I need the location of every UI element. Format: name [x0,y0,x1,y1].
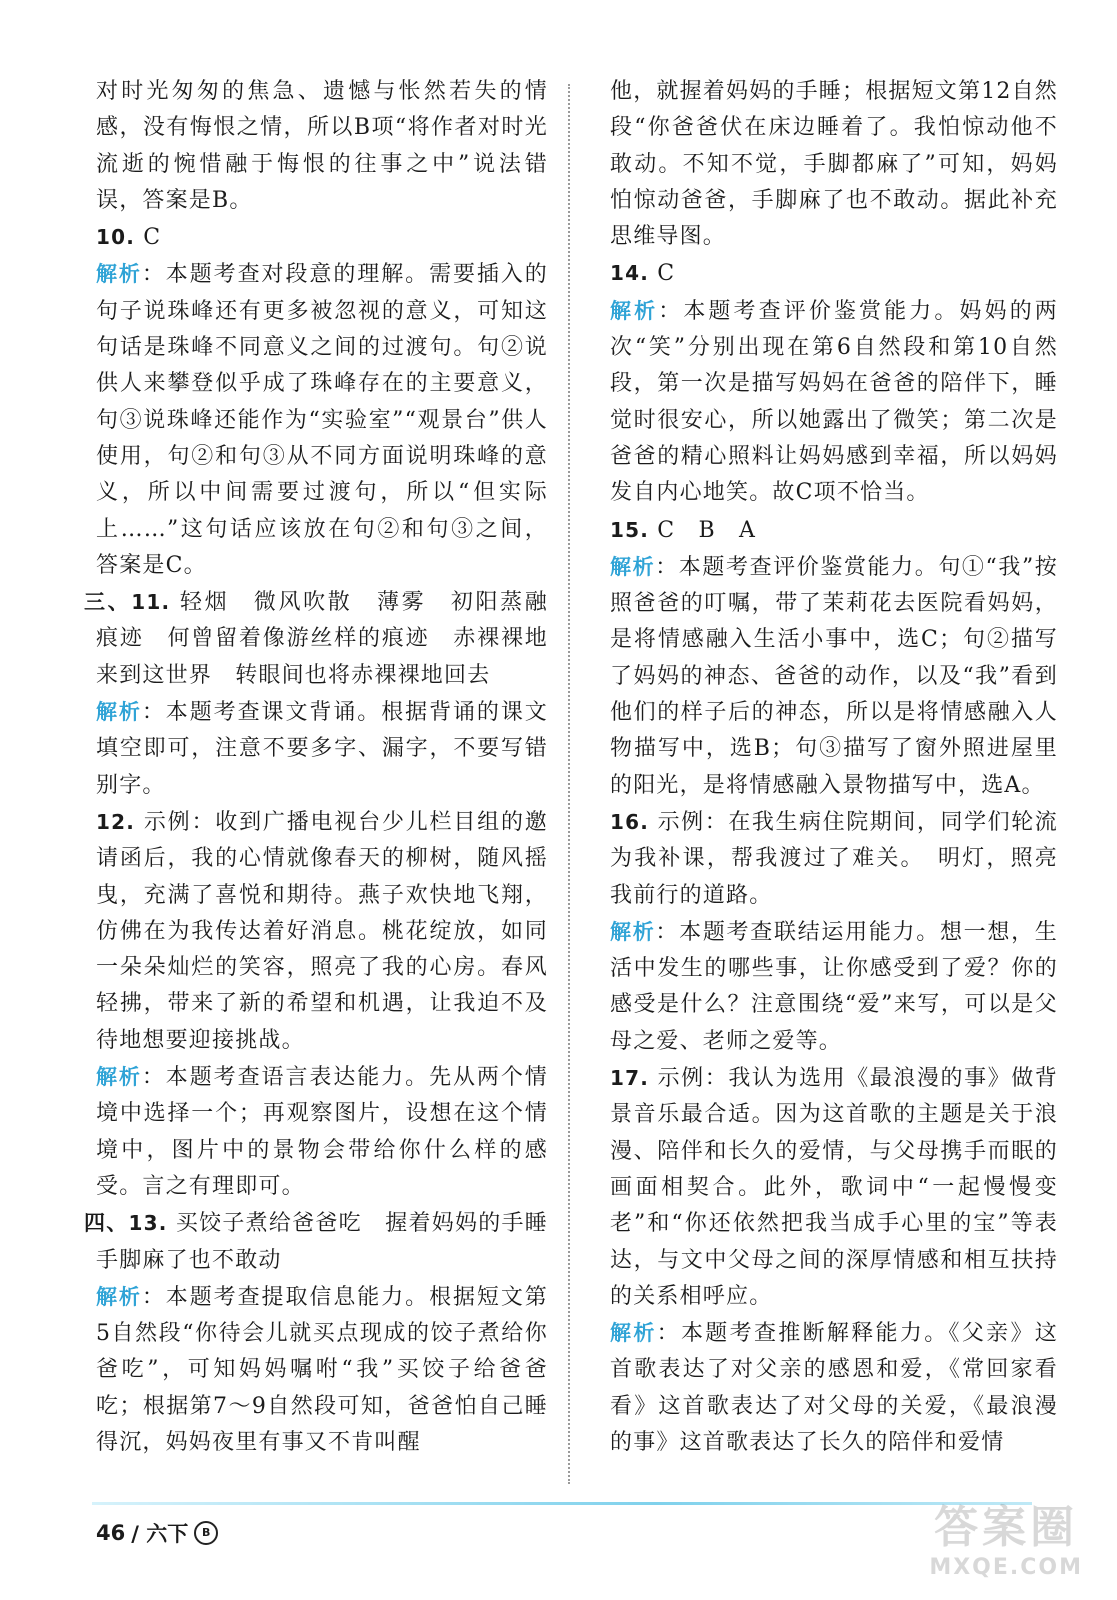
analysis-text: ：本题考查推断解释能力。《父亲》这首歌表达了对父亲的感恩和爱，《常回家看看》这首歌表达了对父母的关爱，《最浪漫的事》这首歌表达了长久的陪伴和爱情 [610,1321,1059,1455]
section-number: 三、 [84,590,132,615]
edition-badge-icon: B [194,1521,218,1545]
question-11 [84,584,572,694]
question-14 [610,255,1058,292]
analysis [610,293,1058,512]
page-footer [96,1518,218,1548]
analysis [96,694,548,804]
grade-label: / 六下 [131,1522,189,1546]
paragraph: 对时光匆匆的焦急、遗憾与怅然若失的情感，没有悔恨之情，所以B项“将作者对时光流逝的惋惜融于悔恨的往事之中”说法错误，答案是B。 [96,79,548,213]
answer: 轻烟 微风吹散 薄雾 初阳蒸融 痕迹 何曾留着像游丝样的痕迹 赤裸裸地来到这世界 转眼间也将赤裸裸地回去 [96,590,572,688]
question-number: 14. [610,261,650,286]
question-10 [96,219,548,256]
answer: C [143,225,162,251]
analysis-text: ：本题考查联结运用能力。想一想，生活中发生的哪些事，让你感受到了爱？你的感受是什么？注意围绕“爱”来写，可以是父母之爱、老师之爱等。 [610,919,1058,1054]
analysis-text: ：本题考查语言表达能力。先从两个情境中选择一个；再观察图片，设想在这个情境中，图片中的景物会带给你什么样的感受。言之有理即可。 [96,1065,548,1199]
analysis-tag: 解析 [96,1284,142,1309]
right-column [610,74,1058,1461]
watermark-url: MXQE.COM [929,1555,1083,1580]
answer: 买饺子煮给爸爸吃 握着妈妈的手睡 手脚麻了也不敢动 [96,1211,572,1273]
analysis-text: ：本题考查评价鉴赏能力。妈妈的两次“笑”分别出现在第6自然段和第10自然段，第一次是描写妈妈在爸爸的陪伴下，睡觉时很安心，所以她露出了微笑；第二次是爸爸的精心照料让妈妈感到幸福，所以妈妈发自内心地笑。故C项不恰当。 [610,298,1058,506]
analysis [96,256,548,584]
question-number: 13. [128,1211,168,1236]
question-number: 10. [96,225,136,250]
analysis [610,914,1058,1060]
question-number: 12. [96,809,136,834]
section-number: 四、 [84,1211,129,1236]
analysis-tag: 解析 [96,1065,142,1090]
analysis-tag: 解析 [610,554,656,579]
question-number: 16. [610,809,650,834]
question-13 [84,1205,572,1279]
analysis-text: ：本题考查提取信息能力。根据短文第5自然段“你待会儿就买点现成的饺子煮给你爸吃”，可知妈妈嘱咐“我”买饺子给爸爸吃；根据第7～9自然段可知，爸爸怕自己睡得沉，妈妈夜里有事又不肯叫醒 [96,1284,548,1455]
answer: 示例：在我生病住院期间，同学们轮流为我补课，帮我渡过了难关。 明灯，照亮我前行的道路。 [610,809,1058,908]
analysis [610,1315,1058,1461]
column-divider [568,84,570,1484]
footer-rule [92,1502,1032,1505]
answer: 示例：我认为选用《最浪漫的事》做背景音乐最合适。因为这首歌的主题是关于浪漫、陪伴和长久的爱情，与父母携手而眠的画面相契合。此外，歌词中“一起慢慢变老”和“你还依然把我当成手心里的宝”等表达，与文中父母之间的深厚情感和相互扶持的关系相呼应。 [610,1066,1058,1309]
question-number: 17. [610,1066,650,1091]
analysis [610,549,1058,804]
answer: C [657,261,676,287]
analysis-text: ：本题考查评价鉴赏能力。句①“我”按照爸爸的叮嘱，带了茉莉花去医院看妈妈，是将情感融入生活小事中，选C；句②描写了妈妈的神态、爸爸的动作，以及“我”看到他们的样子后的神态，所以是将情感融入人物描写中，选B；句③描写了窗外照进屋里的阳光，是将情感融入景物描写中，选A。 [610,554,1058,798]
analysis-text: ：本题考查对段意的理解。需要插入的句子说珠峰还有更多被忽视的意义，可知这句话是珠峰不同意义之间的过渡句。句②说供人来攀登似乎成了珠峰存在的主要意义，句③说珠峰还能作为“实验室”“观景台”供人使用，句②和句③从不同方面说明珠峰的意义，所以中间需要过渡句，所以“但实际上……”这句话应该放在句②和句③之间，答案是C。 [96,262,548,578]
question-number: 11. [131,590,171,615]
analysis-tag: 解析 [610,1321,657,1346]
answer: 示例：收到广播电视台少儿栏目组的邀请函后，我的心情就像春天的柳树，随风摇曳，充满了喜悦和期待。燕子欢快地飞翔，仿佛在为我传达着好消息。桃花绽放，如同一朵朵灿烂的笑容，照亮了我的心房。春风轻拂，带来了新的希望和机遇，让我迫不及待地想要迎接挑战。 [96,809,548,1053]
analysis [96,1279,548,1461]
analysis-tag: 解析 [610,919,656,944]
question-17 [610,1060,1058,1315]
analysis-tag: 解析 [96,262,142,287]
analysis-tag: 解析 [96,700,142,725]
question-number: 15. [610,517,650,542]
question-12 [96,804,548,1059]
page-number: 46 [96,1521,126,1545]
answer: C B A [657,517,757,543]
question-16 [610,804,1058,914]
watermark-logo-text: 答案圈 [934,1502,1079,1553]
paragraph: 他，就握着妈妈的手睡；根据短文第12自然段“你爸爸伏在床边睡着了。我怕惊动他不敢动。不知不觉，手脚都麻了”可知，妈妈怕惊动爸爸，手脚麻了也不敢动。据此补充思维导图。 [610,79,1058,250]
analysis [96,1059,548,1205]
question-15 [610,512,1058,549]
left-column [84,74,572,1461]
analysis-tag: 解析 [610,298,659,323]
analysis-text: ：本题考查课文背诵。根据背诵的课文填空即可，注意不要多字、漏字，不要写错别字。 [96,700,548,798]
watermark [929,1491,1083,1580]
